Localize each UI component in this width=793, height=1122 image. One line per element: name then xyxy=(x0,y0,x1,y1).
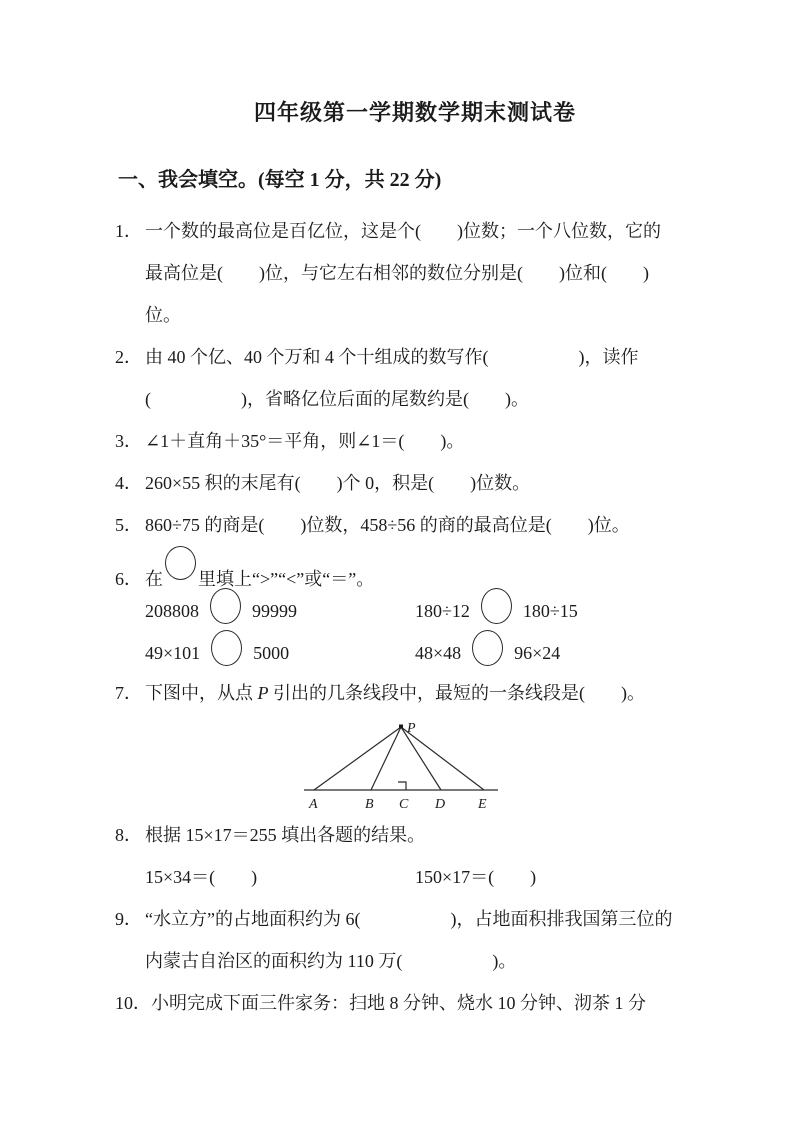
question-line xyxy=(115,672,715,714)
question-line xyxy=(115,336,715,378)
question-line: 位。 xyxy=(145,305,181,325)
blank-circle xyxy=(165,546,196,580)
question-line xyxy=(115,898,715,940)
question-10 xyxy=(115,982,715,1024)
question-number: 3． xyxy=(115,431,142,451)
question-line xyxy=(115,546,715,588)
question-text: “水立方”的占地面积约为 6( )，占地面积排我国第三位的 xyxy=(145,909,673,929)
question-line xyxy=(115,814,715,856)
question-text: 引出的几条线段中，最短的一条线段是( )。 xyxy=(268,683,645,703)
section-heading: 一、我会填空。(每空 1 分，共 22 分) xyxy=(118,169,442,191)
question-number: 2． xyxy=(115,347,142,367)
geometry-figure xyxy=(115,714,715,814)
equation-right: 150×17＝( ) xyxy=(415,867,537,887)
question-line xyxy=(115,210,715,252)
comparison-right-value: 180÷15 xyxy=(522,601,578,621)
question-line xyxy=(115,462,715,504)
point-p-reference: P xyxy=(257,683,269,703)
question-line xyxy=(115,504,715,546)
apex-label: P xyxy=(407,721,416,736)
question-8 xyxy=(115,814,715,898)
question-line xyxy=(115,420,715,462)
question-5 xyxy=(115,504,715,546)
question-2 xyxy=(115,336,715,420)
comparison-circle xyxy=(210,588,241,624)
question-number: 7． xyxy=(115,683,142,703)
question-number: 8． xyxy=(115,825,142,845)
comparison-left-value: 48×48 xyxy=(415,643,462,663)
segment-pa xyxy=(314,727,401,790)
point-label-a: A xyxy=(309,797,318,812)
comparison-circle xyxy=(472,630,503,666)
question-number: 10． xyxy=(115,993,151,1013)
comparison-right-value: 99999 xyxy=(252,601,297,621)
segment-pd xyxy=(401,727,441,790)
right-angle-mark xyxy=(398,782,406,790)
comparison-left-value: 49×101 xyxy=(145,643,201,663)
question-line: 最高位是( )位，与它左右相邻的数位分别是( )位和( ) xyxy=(145,263,649,283)
point-label-c: C xyxy=(399,797,409,812)
question-text: 260×55 积的末尾有( )个 0，积是( )位数。 xyxy=(145,473,531,493)
question-number: 5． xyxy=(115,515,142,535)
comparison-item xyxy=(415,630,560,672)
comparison-circle xyxy=(211,630,242,666)
segment-pe xyxy=(401,727,484,790)
question-4 xyxy=(115,462,715,504)
question-6 xyxy=(115,546,715,672)
question-text: 小明完成下面三件家务：扫地 8 分钟、烧水 10 分钟、沏茶 1 分 xyxy=(151,993,646,1013)
question-text: 由 40 个亿、40 个万和 4 个十组成的数写作( )，读作 xyxy=(145,347,639,367)
comparison-left-value: 180÷12 xyxy=(415,601,470,621)
point-label-d: D xyxy=(435,797,446,812)
question-9 xyxy=(115,898,715,982)
comparison-item xyxy=(145,588,415,630)
comparison-right-value: 5000 xyxy=(253,643,290,663)
question-text: 里填上“>”“<”或“＝”。 xyxy=(198,569,375,589)
question-text: ∠1＋直角＋35°＝平角，则∠1＝( )。 xyxy=(145,431,465,451)
comparison-left-value: 208808 xyxy=(145,601,199,621)
question-number: 1． xyxy=(115,221,142,241)
question-7 xyxy=(115,672,715,814)
segment-pb xyxy=(371,727,401,790)
question-text: 在 xyxy=(145,569,163,589)
question-line: ( )，省略亿位后面的尾数约是( )。 xyxy=(145,389,529,409)
equation-row xyxy=(115,856,715,898)
comparison-item xyxy=(415,588,578,630)
question-number: 9． xyxy=(115,909,142,929)
point-p-dot xyxy=(399,725,403,729)
comparison-row xyxy=(115,630,715,672)
page-title: 四年级第一学期数学期末测试卷 xyxy=(253,100,576,125)
comparison-item xyxy=(145,630,415,672)
point-label-e: E xyxy=(478,797,487,812)
comparison-right-value: 96×24 xyxy=(514,643,561,663)
question-text: 根据 15×17＝255 填出各题的结果。 xyxy=(145,825,426,845)
point-label-b: B xyxy=(365,797,374,812)
question-3 xyxy=(115,420,715,462)
question-text: 860÷75 的商是( )位数，458÷56 的商的最高位是( )位。 xyxy=(145,515,630,535)
question-number: 6． xyxy=(115,569,142,589)
question-number: 4． xyxy=(115,473,142,493)
question-text: 一个数的最高位是百亿位，这是个( )位数；一个八位数，它的 xyxy=(145,221,661,241)
question-text: 下图中，从点 xyxy=(145,683,258,703)
question-line: 内蒙古自治区的面积约为 110 万( )。 xyxy=(145,951,517,971)
figure-svg xyxy=(301,716,509,814)
question-line xyxy=(115,982,715,1024)
comparison-row xyxy=(115,588,715,630)
equation-left: 15×34＝( ) xyxy=(145,867,258,887)
question-1 xyxy=(115,210,715,336)
comparison-circle xyxy=(481,588,512,624)
